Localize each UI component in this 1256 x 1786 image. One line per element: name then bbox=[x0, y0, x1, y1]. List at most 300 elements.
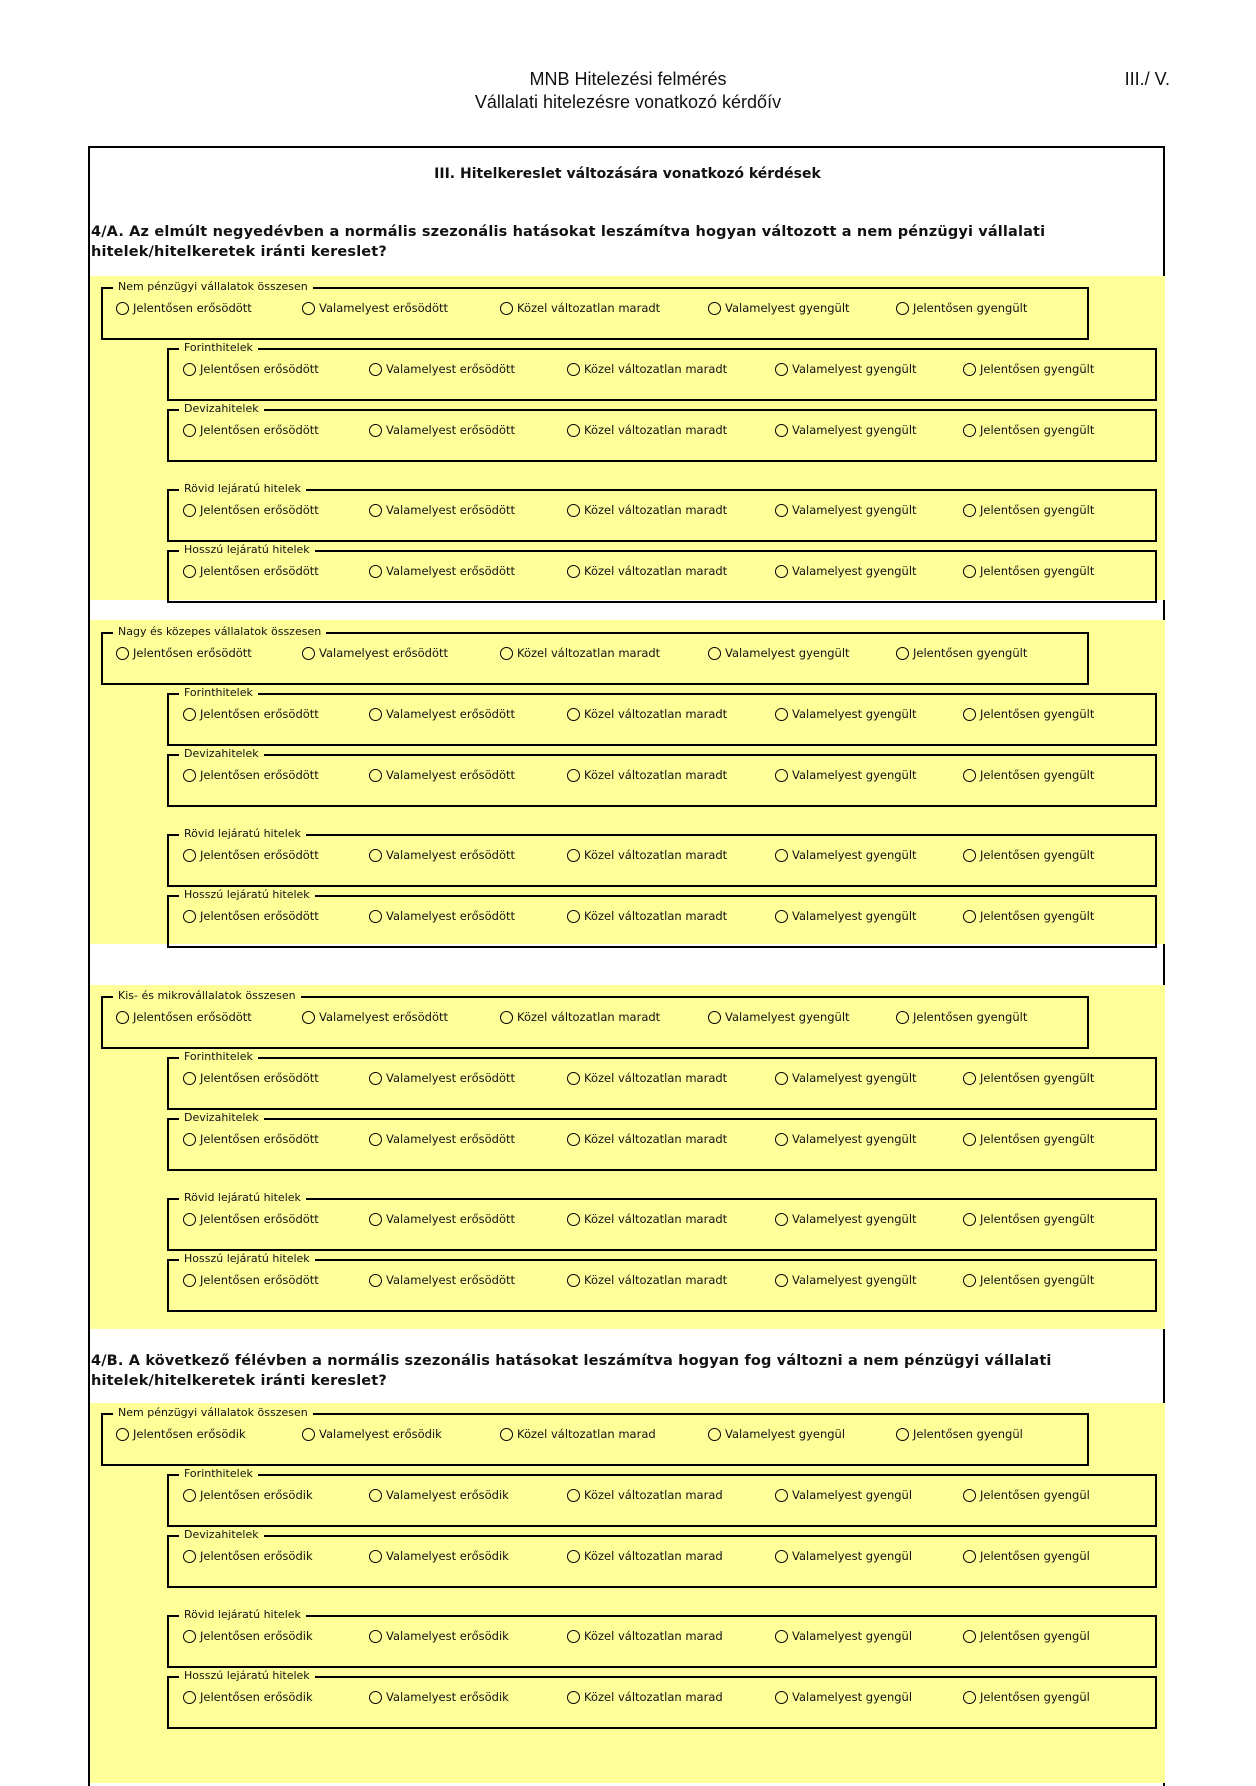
radio-option[interactable] bbox=[775, 362, 917, 376]
radio-button[interactable] bbox=[116, 1011, 129, 1024]
radio-option[interactable] bbox=[708, 646, 850, 660]
page-number: III./ V. bbox=[1124, 69, 1170, 89]
option-label: Valamelyest erősödött bbox=[386, 1132, 515, 1146]
radio-option[interactable] bbox=[369, 1690, 509, 1704]
radio-button[interactable] bbox=[500, 1428, 513, 1441]
option-label: Jelentősen erősödött bbox=[200, 1273, 319, 1287]
radio-button[interactable] bbox=[183, 1133, 196, 1146]
radio-button[interactable] bbox=[183, 1489, 196, 1502]
radio-option[interactable] bbox=[963, 1488, 1090, 1502]
radio-button[interactable] bbox=[183, 1630, 196, 1643]
radio-button[interactable] bbox=[567, 708, 580, 721]
option-label: Jelentősen gyengült bbox=[980, 362, 1095, 376]
option-label: Valamelyest gyengült bbox=[792, 1212, 917, 1226]
radio-button[interactable] bbox=[775, 1630, 788, 1643]
radio-button[interactable] bbox=[183, 1691, 196, 1704]
option-label: Jelentősen erősödött bbox=[200, 909, 319, 923]
radio-button[interactable] bbox=[369, 1274, 382, 1287]
radio-option[interactable] bbox=[369, 423, 515, 437]
radio-option[interactable] bbox=[500, 1010, 660, 1024]
radio-option[interactable] bbox=[963, 707, 1094, 721]
radio-button[interactable] bbox=[775, 1550, 788, 1563]
radio-option[interactable] bbox=[500, 646, 660, 660]
option-label: Közel változatlan maradt bbox=[584, 1132, 728, 1146]
radio-option[interactable] bbox=[116, 1010, 252, 1024]
option-label: Közel változatlan maradt bbox=[584, 362, 728, 376]
radio-option[interactable] bbox=[183, 1488, 313, 1502]
option-label: Valamelyest gyengül bbox=[792, 1629, 913, 1643]
radio-option[interactable] bbox=[183, 1690, 313, 1704]
radio-option[interactable] bbox=[183, 1629, 313, 1643]
radio-option[interactable] bbox=[963, 1071, 1094, 1085]
radio-button[interactable] bbox=[116, 647, 129, 660]
radio-option[interactable] bbox=[567, 848, 727, 862]
option-label: Valamelyest gyengült bbox=[725, 1010, 850, 1024]
radio-button[interactable] bbox=[963, 363, 976, 376]
radio-option[interactable] bbox=[567, 1071, 727, 1085]
option-label: Jelentősen gyengült bbox=[980, 909, 1095, 923]
radio-option[interactable] bbox=[567, 1212, 727, 1226]
option-label: Jelentősen gyengült bbox=[913, 301, 1028, 315]
radio-button[interactable] bbox=[775, 1691, 788, 1704]
option-label: Jelentősen gyengült bbox=[980, 1071, 1095, 1085]
option-label: Közel változatlan maradt bbox=[517, 301, 661, 315]
radio-button[interactable] bbox=[775, 1213, 788, 1226]
radio-button[interactable] bbox=[775, 708, 788, 721]
option-label: Valamelyest erősödött bbox=[386, 503, 515, 517]
option-label: Jelentősen erősödött bbox=[200, 1071, 319, 1085]
radio-option[interactable] bbox=[183, 503, 319, 517]
radio-button[interactable] bbox=[775, 1133, 788, 1146]
group-title: Rövid lejáratú hitelek bbox=[179, 827, 306, 841]
radio-button[interactable] bbox=[369, 1213, 382, 1226]
radio-button[interactable] bbox=[369, 424, 382, 437]
option-label: Jelentősen erősödött bbox=[200, 707, 319, 721]
radio-button[interactable] bbox=[963, 504, 976, 517]
radio-button[interactable] bbox=[963, 1274, 976, 1287]
radio-button[interactable] bbox=[567, 769, 580, 782]
option-label: Jelentősen erősödött bbox=[133, 301, 252, 315]
option-label: Jelentősen gyengült bbox=[980, 848, 1095, 862]
radio-option[interactable] bbox=[963, 1132, 1094, 1146]
radio-option[interactable] bbox=[567, 1690, 723, 1704]
radio-option[interactable] bbox=[567, 909, 727, 923]
radio-option[interactable] bbox=[775, 1071, 917, 1085]
radio-button[interactable] bbox=[369, 565, 382, 578]
option-label: Valamelyest erősödik bbox=[319, 1427, 442, 1441]
option-label: Valamelyest gyengült bbox=[792, 423, 917, 437]
option-label: Valamelyest erősödött bbox=[386, 1273, 515, 1287]
group-title: Nagy és közepes vállalatok összesen bbox=[113, 625, 326, 639]
radio-option[interactable] bbox=[775, 1690, 912, 1704]
group-title: Rövid lejáratú hitelek bbox=[179, 482, 306, 496]
radio-option[interactable] bbox=[302, 301, 448, 315]
option-label: Jelentősen erősödik bbox=[200, 1549, 313, 1563]
radio-button[interactable] bbox=[183, 1072, 196, 1085]
radio-button[interactable] bbox=[567, 1274, 580, 1287]
option-label: Jelentősen erősödött bbox=[200, 503, 319, 517]
radio-button[interactable] bbox=[708, 302, 721, 315]
option-label: Valamelyest erősödött bbox=[319, 646, 448, 660]
radio-button[interactable] bbox=[302, 302, 315, 315]
option-label: Jelentősen erősödött bbox=[200, 1212, 319, 1226]
radio-button[interactable] bbox=[183, 849, 196, 862]
radio-option[interactable] bbox=[183, 423, 319, 437]
radio-button[interactable] bbox=[708, 1011, 721, 1024]
radio-button[interactable] bbox=[963, 565, 976, 578]
radio-option[interactable] bbox=[183, 564, 319, 578]
option-label: Közel változatlan maradt bbox=[584, 1273, 728, 1287]
radio-option[interactable] bbox=[183, 848, 319, 862]
radio-option[interactable] bbox=[963, 503, 1094, 517]
radio-button[interactable] bbox=[369, 708, 382, 721]
radio-button[interactable] bbox=[500, 302, 513, 315]
radio-option[interactable] bbox=[369, 909, 515, 923]
radio-option[interactable] bbox=[116, 301, 252, 315]
radio-option[interactable] bbox=[302, 646, 448, 660]
group-title: Kis- és mikrovállalatok összesen bbox=[113, 989, 301, 1003]
group-title: Devizahitelek bbox=[179, 1111, 264, 1125]
radio-button[interactable] bbox=[183, 424, 196, 437]
radio-option[interactable] bbox=[963, 1212, 1094, 1226]
option-label: Közel változatlan marad bbox=[584, 1549, 723, 1563]
radio-button[interactable] bbox=[963, 1630, 976, 1643]
radio-button[interactable] bbox=[183, 565, 196, 578]
option-label: Jelentősen gyengült bbox=[913, 1010, 1028, 1024]
radio-button[interactable] bbox=[369, 910, 382, 923]
radio-button[interactable] bbox=[369, 769, 382, 782]
option-label: Közel változatlan marad bbox=[584, 1690, 723, 1704]
radio-option[interactable] bbox=[896, 646, 1027, 660]
radio-button[interactable] bbox=[183, 1550, 196, 1563]
radio-button[interactable] bbox=[567, 1489, 580, 1502]
radio-option[interactable] bbox=[369, 1132, 515, 1146]
option-label: Valamelyest gyengült bbox=[792, 503, 917, 517]
radio-button[interactable] bbox=[183, 1274, 196, 1287]
option-label: Valamelyest erősödik bbox=[386, 1488, 509, 1502]
radio-button[interactable] bbox=[369, 1630, 382, 1643]
radio-option[interactable] bbox=[369, 1629, 509, 1643]
radio-button[interactable] bbox=[302, 1011, 315, 1024]
radio-button[interactable] bbox=[369, 504, 382, 517]
radio-button[interactable] bbox=[775, 1489, 788, 1502]
radio-button[interactable] bbox=[963, 1072, 976, 1085]
radio-option[interactable] bbox=[708, 1427, 845, 1441]
radio-button[interactable] bbox=[183, 504, 196, 517]
radio-button[interactable] bbox=[896, 647, 909, 660]
group-title: Devizahitelek bbox=[179, 402, 264, 416]
radio-option[interactable] bbox=[183, 707, 319, 721]
option-label: Jelentősen gyengült bbox=[980, 564, 1095, 578]
radio-button[interactable] bbox=[116, 1428, 129, 1441]
radio-option[interactable] bbox=[896, 1427, 1023, 1441]
radio-button[interactable] bbox=[369, 363, 382, 376]
group-title: Hosszú lejáratú hitelek bbox=[179, 1252, 315, 1266]
radio-button[interactable] bbox=[708, 1428, 721, 1441]
option-label: Valamelyest gyengült bbox=[792, 768, 917, 782]
radio-option[interactable] bbox=[183, 909, 319, 923]
option-label: Jelentősen gyengül bbox=[980, 1549, 1090, 1563]
radio-option[interactable] bbox=[775, 423, 917, 437]
option-label: Valamelyest erősödött bbox=[386, 564, 515, 578]
option-label: Valamelyest gyengült bbox=[792, 707, 917, 721]
option-label: Jelentősen erősödik bbox=[200, 1690, 313, 1704]
question-text: 4/A. Az elmúlt negyedévben a normális szezonális hatásokat leszámítva hogyan változott a nem pénzügyi vállalati hitelek/hitelkeretek iránti kereslet? bbox=[91, 224, 1046, 260]
radio-option[interactable] bbox=[775, 707, 917, 721]
option-label: Jelentősen erősödött bbox=[133, 1010, 252, 1024]
radio-button[interactable] bbox=[775, 424, 788, 437]
radio-button[interactable] bbox=[775, 1072, 788, 1085]
radio-option[interactable] bbox=[183, 1071, 319, 1085]
option-label: Valamelyest erősödött bbox=[386, 848, 515, 862]
radio-button[interactable] bbox=[567, 1630, 580, 1643]
radio-button[interactable] bbox=[775, 849, 788, 862]
radio-option[interactable] bbox=[775, 1629, 912, 1643]
radio-button[interactable] bbox=[963, 1691, 976, 1704]
section-title: III. Hitelkereslet változására vonatkozó kérdések bbox=[434, 166, 821, 182]
radio-button[interactable] bbox=[963, 910, 976, 923]
option-label: Valamelyest erősödött bbox=[386, 362, 515, 376]
radio-button[interactable] bbox=[963, 1213, 976, 1226]
radio-button[interactable] bbox=[369, 1489, 382, 1502]
option-label: Valamelyest gyengül bbox=[792, 1488, 913, 1502]
group-title: Nem pénzügyi vállalatok összesen bbox=[113, 1406, 313, 1420]
radio-button[interactable] bbox=[183, 769, 196, 782]
option-label: Közel változatlan maradt bbox=[584, 909, 728, 923]
radio-option[interactable] bbox=[567, 1132, 727, 1146]
radio-option[interactable] bbox=[567, 423, 727, 437]
radio-option[interactable] bbox=[775, 768, 917, 782]
radio-button[interactable] bbox=[775, 1274, 788, 1287]
radio-button[interactable] bbox=[567, 1133, 580, 1146]
radio-option[interactable] bbox=[369, 1549, 509, 1563]
option-label: Valamelyest erősödik bbox=[386, 1629, 509, 1643]
option-label: Jelentősen erősödik bbox=[133, 1427, 246, 1441]
radio-button[interactable] bbox=[963, 769, 976, 782]
radio-button[interactable] bbox=[567, 363, 580, 376]
radio-option[interactable] bbox=[183, 1132, 319, 1146]
radio-option[interactable] bbox=[369, 503, 515, 517]
radio-option[interactable] bbox=[775, 1273, 917, 1287]
radio-option[interactable] bbox=[963, 362, 1094, 376]
radio-button[interactable] bbox=[775, 769, 788, 782]
radio-button[interactable] bbox=[302, 1428, 315, 1441]
radio-option[interactable] bbox=[896, 1010, 1027, 1024]
radio-option[interactable] bbox=[567, 1488, 723, 1502]
radio-button[interactable] bbox=[500, 647, 513, 660]
radio-option[interactable] bbox=[567, 1629, 723, 1643]
option-label: Jelentősen gyengül bbox=[913, 1427, 1023, 1441]
radio-option[interactable] bbox=[369, 1071, 515, 1085]
radio-button[interactable] bbox=[775, 363, 788, 376]
group-title: Rövid lejáratú hitelek bbox=[179, 1191, 306, 1205]
option-label: Valamelyest erősödött bbox=[386, 423, 515, 437]
radio-option[interactable] bbox=[708, 301, 850, 315]
radio-option[interactable] bbox=[567, 362, 727, 376]
radio-button[interactable] bbox=[116, 302, 129, 315]
radio-button[interactable] bbox=[896, 1011, 909, 1024]
radio-button[interactable] bbox=[369, 1691, 382, 1704]
radio-option[interactable] bbox=[567, 564, 727, 578]
radio-button[interactable] bbox=[567, 1213, 580, 1226]
group-title: Forinthitelek bbox=[179, 341, 258, 355]
radio-option[interactable] bbox=[775, 1549, 912, 1563]
option-label: Jelentősen erősödött bbox=[200, 768, 319, 782]
radio-option[interactable] bbox=[963, 564, 1094, 578]
radio-option[interactable] bbox=[775, 909, 917, 923]
radio-button[interactable] bbox=[183, 910, 196, 923]
option-label: Jelentősen gyengült bbox=[980, 423, 1095, 437]
group-title: Forinthitelek bbox=[179, 686, 258, 700]
group-title: Rövid lejáratú hitelek bbox=[179, 1608, 306, 1622]
radio-button[interactable] bbox=[963, 1550, 976, 1563]
radio-button[interactable] bbox=[567, 849, 580, 862]
option-label: Közel változatlan maradt bbox=[517, 646, 661, 660]
radio-option[interactable] bbox=[500, 1427, 656, 1441]
radio-option[interactable] bbox=[567, 768, 727, 782]
radio-button[interactable] bbox=[183, 363, 196, 376]
option-label: Közel változatlan maradt bbox=[584, 848, 728, 862]
option-label: Valamelyest erősödött bbox=[386, 1212, 515, 1226]
radio-option[interactable] bbox=[369, 768, 515, 782]
radio-option[interactable] bbox=[963, 768, 1094, 782]
radio-button[interactable] bbox=[369, 1133, 382, 1146]
option-label: Közel változatlan marad bbox=[584, 1629, 723, 1643]
radio-option[interactable] bbox=[567, 503, 727, 517]
radio-option[interactable] bbox=[775, 503, 917, 517]
radio-button[interactable] bbox=[963, 1133, 976, 1146]
radio-option[interactable] bbox=[567, 1549, 723, 1563]
option-label: Jelentősen gyengült bbox=[980, 707, 1095, 721]
group-title: Hosszú lejáratú hitelek bbox=[179, 888, 315, 902]
group-title: Forinthitelek bbox=[179, 1050, 258, 1064]
group-title: Hosszú lejáratú hitelek bbox=[179, 1669, 315, 1683]
radio-option[interactable] bbox=[775, 1132, 917, 1146]
option-label: Valamelyest gyengült bbox=[792, 1273, 917, 1287]
group-title: Devizahitelek bbox=[179, 747, 264, 761]
option-label: Valamelyest erősödött bbox=[319, 1010, 448, 1024]
radio-button[interactable] bbox=[963, 1489, 976, 1502]
question-text: 4/B. A következő félévben a normális szezonális hatásokat leszámítva hogyan fog változni a nem pénzügyi vállalati hitelek/hitelkeretek iránti kereslet? bbox=[91, 1353, 1052, 1389]
radio-option[interactable] bbox=[963, 1629, 1090, 1643]
group-title: Devizahitelek bbox=[179, 1528, 264, 1542]
radio-option[interactable] bbox=[963, 423, 1094, 437]
option-label: Valamelyest erősödött bbox=[386, 768, 515, 782]
radio-button[interactable] bbox=[369, 1072, 382, 1085]
radio-option[interactable] bbox=[183, 1212, 319, 1226]
radio-button[interactable] bbox=[183, 1213, 196, 1226]
radio-button[interactable] bbox=[183, 708, 196, 721]
radio-button[interactable] bbox=[963, 849, 976, 862]
radio-button[interactable] bbox=[963, 424, 976, 437]
group-title: Hosszú lejáratú hitelek bbox=[179, 543, 315, 557]
option-label: Valamelyest erősödött bbox=[386, 909, 515, 923]
radio-button[interactable] bbox=[369, 849, 382, 862]
option-label: Valamelyest erősödött bbox=[386, 1071, 515, 1085]
radio-option[interactable] bbox=[708, 1010, 850, 1024]
option-label: Jelentősen gyengült bbox=[980, 503, 1095, 517]
radio-option[interactable] bbox=[567, 1273, 727, 1287]
radio-button[interactable] bbox=[567, 1550, 580, 1563]
radio-option[interactable] bbox=[567, 707, 727, 721]
radio-button[interactable] bbox=[500, 1011, 513, 1024]
radio-button[interactable] bbox=[896, 1428, 909, 1441]
radio-button[interactable] bbox=[567, 565, 580, 578]
radio-button[interactable] bbox=[567, 504, 580, 517]
radio-option[interactable] bbox=[302, 1427, 442, 1441]
radio-option[interactable] bbox=[183, 362, 319, 376]
radio-option[interactable] bbox=[369, 1273, 515, 1287]
group-title: Nem pénzügyi vállalatok összesen bbox=[113, 280, 313, 294]
radio-button[interactable] bbox=[567, 910, 580, 923]
radio-button[interactable] bbox=[567, 424, 580, 437]
radio-option[interactable] bbox=[963, 1690, 1090, 1704]
option-label: Jelentősen gyengült bbox=[980, 1273, 1095, 1287]
option-label: Jelentősen gyengül bbox=[980, 1488, 1090, 1502]
radio-option[interactable] bbox=[369, 564, 515, 578]
radio-option[interactable] bbox=[369, 707, 515, 721]
radio-button[interactable] bbox=[963, 708, 976, 721]
radio-option[interactable] bbox=[369, 1488, 509, 1502]
radio-button[interactable] bbox=[896, 302, 909, 315]
option-label: Jelentősen erősödött bbox=[200, 362, 319, 376]
option-label: Valamelyest gyengült bbox=[792, 1071, 917, 1085]
radio-button[interactable] bbox=[708, 647, 721, 660]
radio-button[interactable] bbox=[369, 1550, 382, 1563]
radio-button[interactable] bbox=[775, 504, 788, 517]
radio-button[interactable] bbox=[775, 910, 788, 923]
document-title bbox=[0, 68, 1256, 114]
radio-option[interactable] bbox=[775, 564, 917, 578]
option-label: Jelentősen gyengül bbox=[980, 1690, 1090, 1704]
option-label: Közel változatlan maradt bbox=[584, 1071, 728, 1085]
radio-option[interactable] bbox=[775, 1212, 917, 1226]
radio-option[interactable] bbox=[963, 1549, 1090, 1563]
option-label: Valamelyest gyengült bbox=[792, 848, 917, 862]
option-label: Jelentősen gyengül bbox=[980, 1629, 1090, 1643]
radio-option[interactable] bbox=[963, 848, 1094, 862]
radio-button[interactable] bbox=[567, 1072, 580, 1085]
radio-option[interactable] bbox=[963, 909, 1094, 923]
option-label: Közel változatlan marad bbox=[584, 1488, 723, 1502]
radio-option[interactable] bbox=[116, 646, 252, 660]
radio-option[interactable] bbox=[302, 1010, 448, 1024]
radio-option[interactable] bbox=[775, 1488, 912, 1502]
radio-button[interactable] bbox=[567, 1691, 580, 1704]
radio-option[interactable] bbox=[183, 768, 319, 782]
radio-option[interactable] bbox=[183, 1549, 313, 1563]
option-label: Jelentősen erősödik bbox=[200, 1488, 313, 1502]
radio-option[interactable] bbox=[183, 1273, 319, 1287]
option-label: Közel változatlan maradt bbox=[584, 768, 728, 782]
option-label: Valamelyest erősödik bbox=[386, 1690, 509, 1704]
option-label: Valamelyest gyengül bbox=[725, 1427, 846, 1441]
radio-option[interactable] bbox=[896, 301, 1027, 315]
option-label: Jelentősen erősödött bbox=[200, 423, 319, 437]
radio-option[interactable] bbox=[369, 1212, 515, 1226]
radio-option[interactable] bbox=[500, 301, 660, 315]
option-label: Valamelyest gyengül bbox=[792, 1690, 913, 1704]
radio-button[interactable] bbox=[302, 647, 315, 660]
radio-option[interactable] bbox=[369, 848, 515, 862]
radio-option[interactable] bbox=[775, 848, 917, 862]
radio-option[interactable] bbox=[369, 362, 515, 376]
option-label: Valamelyest erősödik bbox=[386, 1549, 509, 1563]
radio-button[interactable] bbox=[775, 565, 788, 578]
radio-option[interactable] bbox=[963, 1273, 1094, 1287]
radio-option[interactable] bbox=[116, 1427, 246, 1441]
option-label: Valamelyest gyengült bbox=[725, 646, 850, 660]
